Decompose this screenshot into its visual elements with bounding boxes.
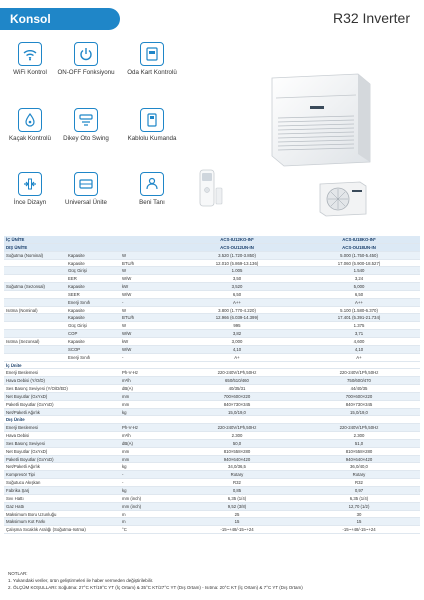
table-row bbox=[4, 314, 420, 322]
row-value-2: 700×600×220 bbox=[345, 393, 373, 399]
table-row bbox=[4, 424, 420, 432]
row-sublabel: Enerji Sınıfı bbox=[68, 299, 91, 305]
table-row bbox=[4, 463, 420, 471]
table-row bbox=[4, 385, 420, 393]
table-row bbox=[4, 291, 420, 299]
table-row bbox=[4, 456, 420, 464]
row-value-1: 0,85 bbox=[232, 488, 242, 493]
row-unit: W bbox=[122, 252, 127, 258]
row-sublabel: Kapasite bbox=[68, 284, 85, 290]
row-value-1: 3,000 bbox=[231, 338, 243, 344]
table-header-row bbox=[4, 244, 420, 252]
row-label: Dış Ünite bbox=[6, 417, 25, 423]
row-value-1: R32 bbox=[233, 480, 241, 486]
notes-section bbox=[8, 570, 418, 591]
row-value-1: 12.966 (6.039-14.399) bbox=[215, 315, 259, 321]
row-value-2: 3,24 bbox=[354, 276, 364, 282]
row-value-1: 9,52 (3/8) bbox=[227, 503, 247, 509]
row-label: Enerji Beslemesi bbox=[6, 425, 39, 431]
notes-title: NOTLAR: bbox=[8, 571, 28, 576]
row-value-1: 6,35 (1/4) bbox=[227, 495, 247, 501]
leak-icon bbox=[18, 108, 42, 132]
feature-item bbox=[0, 172, 60, 207]
row-value-2: 5.000 (1.750-5.450) bbox=[340, 252, 378, 258]
row-value-2: 15,0/19,0 bbox=[350, 409, 368, 415]
row-sublabel: Kapasite bbox=[68, 307, 85, 313]
row-value-1: 3,520 bbox=[231, 284, 243, 290]
row-value-2: 4,600 bbox=[353, 338, 365, 344]
indoor-unit-image bbox=[258, 70, 378, 168]
page-subtitle: R32 Inverter bbox=[332, 10, 410, 26]
row-value-2: 3,71 bbox=[354, 331, 364, 337]
row-value-2: 44/40/35 bbox=[350, 386, 368, 392]
feature-label: Kablolu Kumanda bbox=[127, 135, 177, 142]
row-unit: kg bbox=[122, 464, 127, 470]
feature-label: Oda Kart Kontrolü bbox=[127, 69, 177, 76]
note-line-2: 2. ÖLÇÜM KOŞULLARI: Soğutma: 27°C KT/19°C YT (İç Ortam) & 35°C KT/27°C YT (Dış Ortam) - Isıtma: 20°C KT (İç Ortam) & 7°C YT (Dış Ortam) bbox=[8, 585, 303, 590]
slim-icon bbox=[18, 172, 42, 196]
tan-icon bbox=[140, 172, 164, 196]
row-unit: kg bbox=[122, 488, 127, 493]
row-value-2: 1.540 bbox=[353, 268, 365, 274]
row-value-1: 1.005 bbox=[231, 268, 243, 274]
row-unit: kW bbox=[122, 284, 129, 290]
table-row bbox=[4, 526, 420, 534]
row-unit: dB(A) bbox=[122, 440, 133, 446]
row-value-1: 34,0/36,5 bbox=[228, 464, 246, 470]
row-value-1: 650/510/460 bbox=[225, 378, 249, 384]
table-row bbox=[4, 338, 420, 346]
feature-item bbox=[56, 42, 116, 77]
table-row bbox=[4, 401, 420, 409]
wifi-icon bbox=[18, 42, 42, 66]
table-row bbox=[4, 369, 420, 377]
table-row bbox=[4, 252, 420, 260]
row-value-2: 36,0/40,0 bbox=[350, 464, 368, 470]
table-section-row bbox=[4, 416, 420, 424]
header-model-1: ACS-IU12KO-IN* bbox=[220, 237, 254, 242]
row-unit: Ph-V-Hz bbox=[122, 370, 138, 376]
row-unit: - bbox=[122, 472, 124, 478]
row-sublabel: Kapasite bbox=[68, 260, 85, 266]
row-unit: W/W bbox=[122, 276, 132, 282]
row-unit: W bbox=[122, 307, 127, 313]
row-label: Maksimum Boru Uzunluğu bbox=[6, 511, 57, 517]
row-value-1: A++ bbox=[233, 299, 241, 305]
row-unit: m bbox=[122, 519, 126, 525]
row-value-2: 0,97 bbox=[354, 488, 364, 493]
table-row bbox=[4, 479, 420, 487]
feature-label: Universal Ünite bbox=[65, 199, 107, 206]
row-value-1: 40/35/31 bbox=[228, 386, 246, 392]
row-label: Sıvı Hattı bbox=[6, 495, 24, 501]
feature-item bbox=[56, 172, 116, 207]
row-sublabel: Güç Girişi bbox=[68, 323, 87, 329]
header-model-2: ACS-IU18KO-IN* bbox=[342, 237, 376, 242]
row-unit: W bbox=[122, 323, 127, 329]
row-value-2: 840×730×345 bbox=[345, 401, 373, 407]
row-label: Enerji Beslemesi bbox=[6, 370, 39, 376]
feature-label: Dikey Oto Swing bbox=[63, 135, 109, 142]
row-value-2: 30 bbox=[356, 511, 362, 517]
header-label: İÇ ÜNİTE bbox=[6, 237, 25, 242]
row-unit: mm (inch) bbox=[122, 503, 142, 509]
table-row bbox=[4, 409, 420, 417]
row-unit: Ph-V-Hz bbox=[122, 425, 138, 431]
row-unit: kg bbox=[122, 409, 127, 415]
table-row bbox=[4, 487, 420, 495]
feature-item bbox=[122, 172, 182, 207]
feature-label: WiFi Kontrol bbox=[13, 69, 47, 76]
row-value-1: 810×558×280 bbox=[223, 448, 251, 454]
power-icon bbox=[74, 42, 98, 66]
row-unit: BTU/h bbox=[122, 315, 135, 321]
table-row bbox=[4, 346, 420, 354]
row-label: Paketli Boyutlar (GxYxD) bbox=[6, 456, 54, 462]
row-label: Kompresör Tipi bbox=[6, 472, 35, 478]
row-value-1: -15~+48/-15~+24 bbox=[220, 527, 254, 533]
row-label: Ses Basınç Seviyesi bbox=[6, 440, 45, 446]
note-line-1: 1. Yukarıdaki veriler, ürün geliştirmeleri ile haber vermeden değiştirilebilir. bbox=[8, 578, 154, 583]
row-label: Hava Debisi bbox=[6, 433, 30, 439]
table-row bbox=[4, 330, 420, 338]
row-label: Hava Debisi (Y/O/D) bbox=[6, 378, 45, 384]
row-unit: mm (inch) bbox=[122, 495, 142, 501]
row-value-2: R32 bbox=[355, 480, 363, 486]
remote-control-image bbox=[196, 168, 224, 208]
row-value-2: 940×640×420 bbox=[345, 456, 373, 462]
row-value-1: 4,10 bbox=[232, 346, 242, 352]
row-unit: - bbox=[122, 480, 124, 486]
row-unit: m bbox=[122, 511, 126, 517]
feature-label: İnce Dizayn bbox=[13, 199, 47, 206]
table-row bbox=[4, 511, 420, 519]
row-value-2: 750/600/470 bbox=[347, 378, 371, 384]
row-unit: dB(A) bbox=[122, 386, 133, 392]
table-row bbox=[4, 393, 420, 401]
row-value-2: 1.375 bbox=[353, 323, 365, 329]
swing-icon bbox=[74, 108, 98, 132]
row-unit: W/W bbox=[122, 331, 132, 337]
page-title: Konsol bbox=[10, 12, 51, 26]
row-value-2: A++ bbox=[355, 299, 363, 305]
feature-item bbox=[122, 108, 182, 143]
universal-icon bbox=[74, 172, 98, 196]
table-row bbox=[4, 283, 420, 291]
table-row bbox=[4, 471, 420, 479]
row-unit: m³/h bbox=[122, 433, 131, 439]
row-label: Fabrika Şarj bbox=[6, 488, 30, 493]
row-unit: mm bbox=[122, 393, 130, 399]
table-row bbox=[4, 440, 420, 448]
row-value-2: 6,50 bbox=[354, 291, 364, 297]
feature-item bbox=[0, 108, 60, 143]
table-row bbox=[4, 448, 420, 456]
feature-label: Beni Tanı bbox=[139, 199, 165, 206]
row-sublabel: SEER bbox=[68, 291, 80, 297]
row-value-1: Rotary bbox=[230, 472, 244, 478]
feature-label: ON-OFF Fonksiyonu bbox=[57, 69, 115, 76]
feature-item bbox=[122, 42, 182, 77]
table-row bbox=[4, 495, 420, 503]
table-row bbox=[4, 354, 420, 362]
table-row bbox=[4, 322, 420, 330]
row-value-2: 4,10 bbox=[354, 346, 364, 352]
row-unit: - bbox=[122, 299, 124, 305]
row-value-1: 840×730×345 bbox=[223, 401, 251, 407]
row-value-2: 5,000 bbox=[353, 284, 365, 290]
row-value-2: 220-240V/1Ph,50Hz bbox=[339, 370, 379, 376]
row-value-2: A+ bbox=[356, 354, 362, 360]
row-value-2: 17.401 (5.391-21.734) bbox=[337, 315, 381, 321]
table-row bbox=[4, 307, 420, 315]
row-value-2: 5.100 (1.580-6.370) bbox=[340, 307, 378, 313]
outdoor-unit-image bbox=[316, 178, 368, 218]
table-header-row bbox=[4, 236, 420, 244]
row-label: Ses Basınç Seviyesi (Y/O/D/ED) bbox=[6, 386, 68, 392]
row-unit: W/W bbox=[122, 346, 132, 352]
row-label: Soğutma (Nominal) bbox=[6, 252, 44, 258]
row-label: Maksimum Kot Farkı bbox=[6, 519, 46, 525]
row-sublabel: COP bbox=[68, 331, 78, 337]
row-sublabel: EER bbox=[68, 276, 77, 282]
row-unit: W bbox=[122, 268, 127, 274]
row-label: Paketli Boyutlar (GxYxD) bbox=[6, 401, 54, 407]
table-section-row bbox=[4, 362, 420, 370]
table-row bbox=[4, 518, 420, 526]
row-label: Soğutma (Sezonsal) bbox=[6, 284, 45, 290]
row-label: Gaz Hattı bbox=[6, 503, 25, 509]
row-label: Isıtma (Sezonsal) bbox=[6, 338, 40, 344]
row-value-1: 15,0/19,0 bbox=[228, 409, 246, 415]
row-unit: W/W bbox=[122, 291, 132, 297]
table-row bbox=[4, 299, 420, 307]
row-sublabel: Kapasite bbox=[68, 315, 85, 321]
table-row bbox=[4, 432, 420, 440]
row-value-1: A+ bbox=[234, 354, 240, 360]
header-model-2: ACS-OU18UN-IN bbox=[342, 244, 376, 250]
row-value-2: 2.300 bbox=[353, 433, 365, 439]
row-label: Isıtma (Nominal) bbox=[6, 307, 38, 313]
header-label: DIŞ ÜNİTE bbox=[6, 244, 28, 250]
row-value-2: -15~+48/-15~+24 bbox=[342, 527, 376, 533]
table-row bbox=[4, 377, 420, 385]
row-sublabel: Kapasite bbox=[68, 338, 85, 344]
row-value-1: 6,50 bbox=[232, 291, 242, 297]
header-model-1: ACS-OU12UN-IN bbox=[220, 244, 254, 250]
row-value-1: 995 bbox=[233, 323, 241, 329]
row-unit: m³/h bbox=[122, 378, 131, 384]
row-value-2: Rotary bbox=[352, 472, 366, 478]
row-value-1: 3,82 bbox=[232, 331, 242, 337]
row-value-2: 17.060 (5.900-18.527) bbox=[337, 260, 381, 266]
row-label: Net Boyutlar (GxYxD) bbox=[6, 393, 48, 399]
row-value-1: 2.300 bbox=[231, 433, 243, 439]
row-value-2: 51,0 bbox=[354, 440, 364, 446]
row-value-1: 3.800 (1.770-4.220) bbox=[218, 307, 256, 313]
table-row bbox=[4, 267, 420, 275]
row-value-2: 220-240V/1Ph,50Hz bbox=[339, 425, 379, 431]
row-unit: BTU/h bbox=[122, 260, 135, 266]
row-label: Çalışma Sıcaklık Aralığı (Soğutma-Isıtma) bbox=[6, 527, 86, 533]
row-label: Net/Paketli Ağırlık bbox=[6, 409, 40, 415]
row-value-1: 25 bbox=[234, 511, 240, 517]
row-sublabel: Kapasite bbox=[68, 252, 85, 258]
row-label: Soğutucu Akışkan bbox=[6, 480, 41, 486]
row-value-1: 940×640×420 bbox=[223, 456, 251, 462]
row-sublabel: Enerji Sınıfı bbox=[68, 354, 91, 360]
row-value-1: 3.520 (1.720-3.850) bbox=[218, 252, 256, 258]
row-sublabel: SCOP bbox=[68, 346, 81, 352]
feature-label: Kaçak Kontrolü bbox=[9, 135, 51, 142]
row-value-2: 810×558×280 bbox=[345, 448, 373, 454]
row-value-1: 50,0 bbox=[232, 440, 242, 446]
row-sublabel: Güç Girişi bbox=[68, 268, 87, 274]
feature-item bbox=[0, 42, 60, 77]
row-value-1: 15 bbox=[234, 519, 240, 525]
card-icon bbox=[140, 42, 164, 66]
row-value-1: 700×600×220 bbox=[223, 393, 251, 399]
row-value-1: 220-240V/1Ph,50Hz bbox=[217, 425, 257, 431]
table-row bbox=[4, 260, 420, 268]
row-value-1: 3,50 bbox=[232, 276, 242, 282]
table-row bbox=[4, 275, 420, 283]
table-row bbox=[4, 503, 420, 511]
feature-item bbox=[56, 108, 116, 143]
row-unit: kW bbox=[122, 338, 129, 344]
row-value-2: 12,70 (1/2) bbox=[348, 503, 370, 509]
row-unit: mm bbox=[122, 448, 130, 454]
row-unit: mm bbox=[122, 401, 130, 407]
row-value-1: 12.010 (5.869-13.136) bbox=[215, 260, 259, 266]
specification-table bbox=[4, 236, 420, 534]
row-label: İç Ünite bbox=[6, 362, 22, 368]
row-unit: °C bbox=[122, 527, 127, 533]
row-label: Net Boyutlar (GxYxD) bbox=[6, 448, 48, 454]
row-unit: mm bbox=[122, 456, 130, 462]
row-label: Net/Paketli Ağırlık bbox=[6, 464, 40, 470]
wired-remote-icon bbox=[140, 108, 164, 132]
row-value-1: 220-240V/1Ph,50Hz bbox=[217, 370, 257, 376]
row-value-2: 15 bbox=[356, 519, 362, 525]
row-unit: - bbox=[122, 354, 124, 360]
row-value-2: 6,35 (1/4) bbox=[349, 495, 369, 501]
